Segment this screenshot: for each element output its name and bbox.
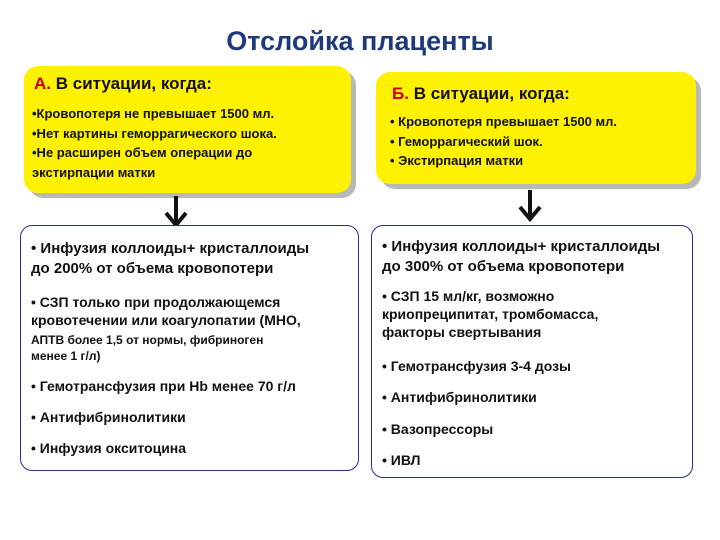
condition-item: •Не расширен объем операции до [32,145,253,160]
treatment-line: кровотечении или коагулопатии (МНО, [31,312,301,328]
treatment-line: криопреципитат, тромбомасса, [382,306,599,322]
heading-text-b: В ситуации, когда: [413,84,570,103]
condition-box-b [376,72,696,184]
arrow-down-icon [518,190,542,222]
treatment-line: • Инфузия коллоиды+ кристаллоиды [382,238,661,255]
condition-item: • Экстирпация матки [390,153,524,168]
condition-list-b [390,112,690,171]
condition-item: •Кровопотеря не превышает 1500 мл. [32,106,275,121]
treatment-line: до 300% от объема кровопотери [382,258,625,275]
treatment-line: • ИВЛ [382,452,421,468]
condition-box-a [24,66,351,193]
treatment-line: • Гемотрансфузия 3-4 дозы [382,358,572,374]
page-title: Отслойка плаценты [226,26,494,56]
condition-item: • Кровопотеря превышает 1500 мл. [390,114,618,129]
condition-heading-a [34,74,212,94]
treatment-line: факторы свертывания [382,324,542,340]
treatment-line: АПТВ более 1,5 от нормы, фибриноген [31,333,264,347]
condition-heading-b [392,84,570,104]
condition-list-a [32,104,350,182]
treatment-line: • Гемотрансфузия при Hb менее 70 г/л [31,378,296,394]
treatment-line: • Вазопрессоры [382,421,494,437]
arrow-down-icon [164,196,188,228]
treatment-line: менее 1 г/л) [31,349,101,363]
section-letter-a: А. [34,74,51,93]
treatment-box-b [371,225,693,478]
treatment-line: • Антифибринолитики [31,409,186,425]
condition-item: •Нет картины геморрагического шока. [32,125,277,141]
section-letter-b: Б. [392,84,409,103]
condition-item: экстирпации матки [32,164,156,180]
treatment-line: • СЗП только при продолжающемся [31,294,281,310]
condition-item: • Геморрагический шок. [390,133,543,149]
treatment-box-a [20,225,359,471]
treatment-line: • СЗП 15 мл/кг, возможно [382,288,555,304]
treatment-line: • Инфузия окситоцина [31,440,187,456]
treatment-line: • Инфузия коллоиды+ кристаллоиды [31,240,310,257]
treatment-line: до 200% от объема кровопотери [31,260,274,277]
heading-text-a: В ситуации, когда: [55,74,212,93]
treatment-line: • Антифибринолитики [382,389,537,405]
